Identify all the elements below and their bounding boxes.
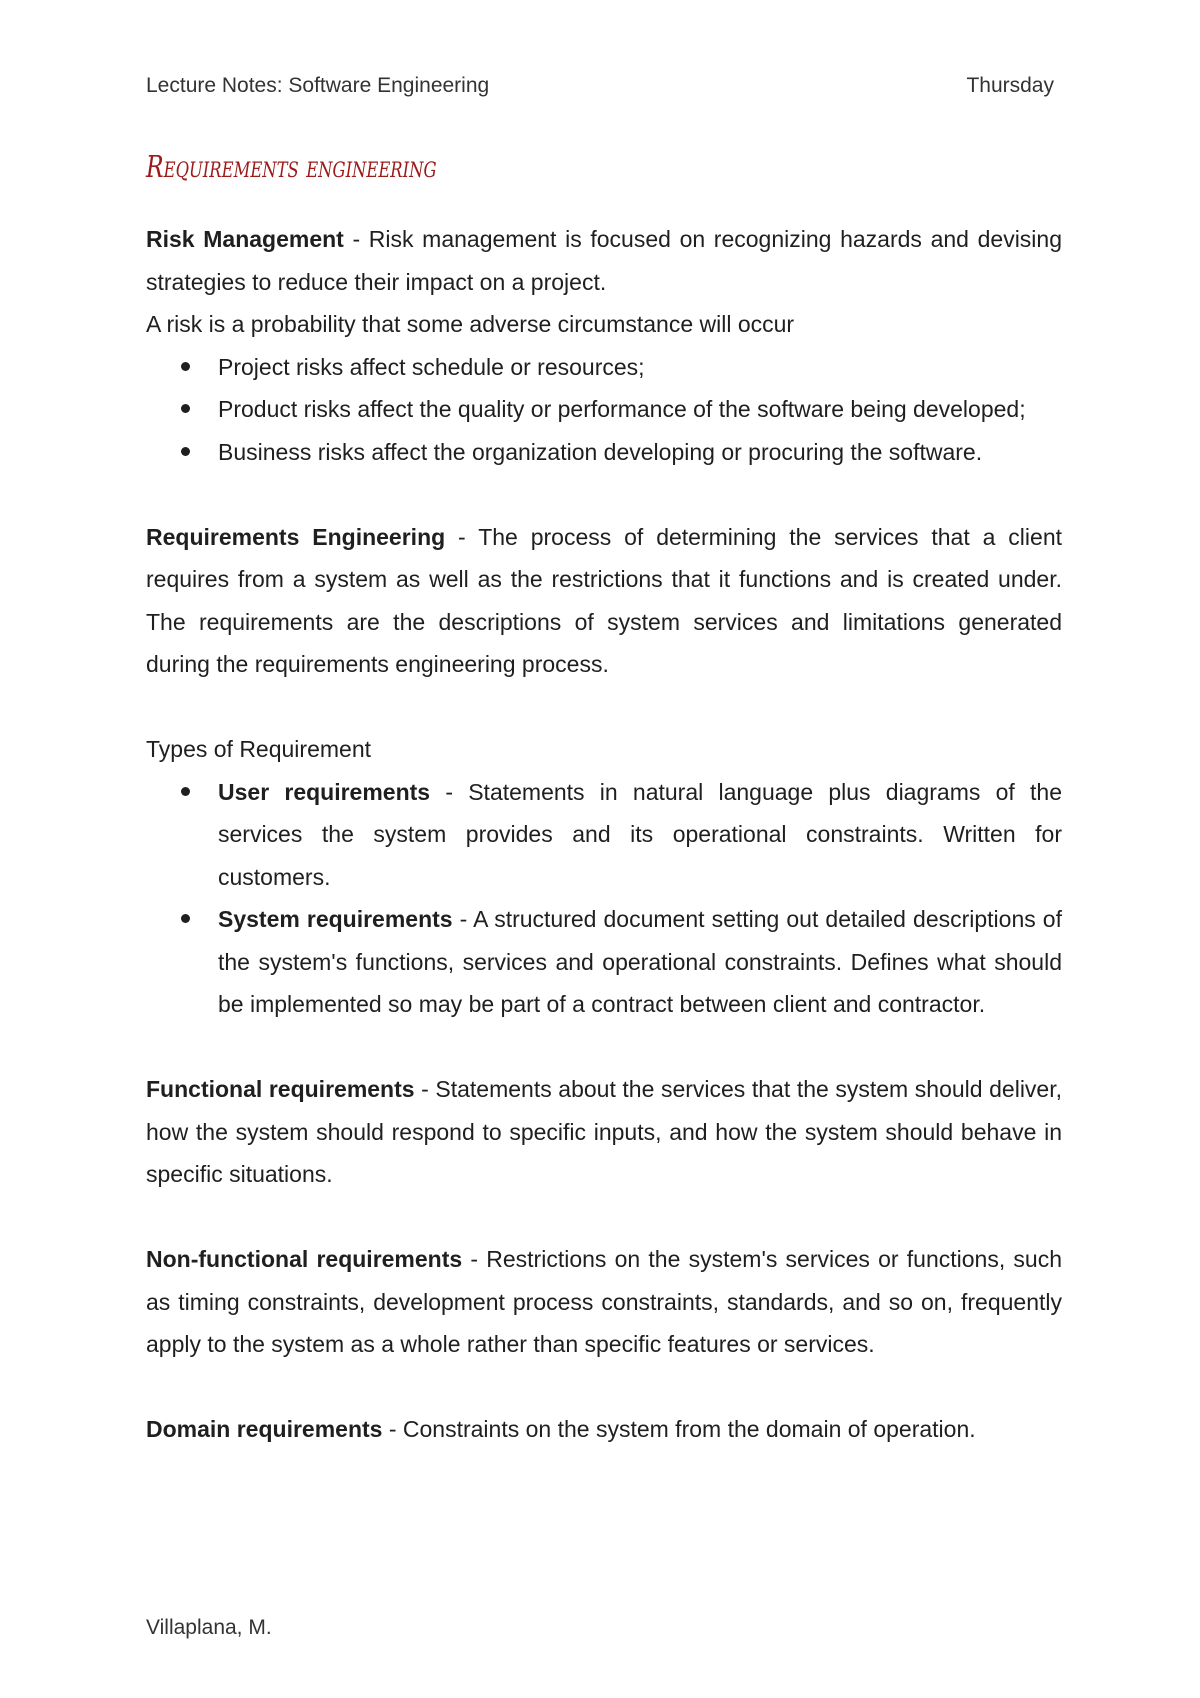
system-requirements-definition: - A structured document setting out detailed descriptions of the system's functions, services and operational constraints. Defines what should be implemented so may be part of a contract between client and contractor. [218,906,1062,1017]
spacer [146,1366,1062,1409]
user-requirements-term: User requirements [218,778,431,805]
bullet-icon [181,914,190,923]
user-requirements-definition: - Statements in natural language plus diagrams of the services the system provides and its operational constraints. Written for customers. [218,778,1062,890]
document-body [146,218,1062,1451]
risk-bullet-project: Project risks affect schedule or resources; [218,353,645,380]
spacer [146,473,1062,516]
risk-bullet-product: Product risks affect the quality or performance of the software being developed; [218,396,1026,422]
non-functional-requirements-definition: - Restrictions on the system's services or functions, such as timing constraints, development process constraints, standards, and so on, frequently apply to the system as a whole rather than specific features or services. [146,1246,1063,1357]
header-course-title: Lecture Notes: Software Engineering [146,74,490,97]
spacer [146,686,1062,729]
bullet-icon [181,787,190,796]
header-day: Thursday [966,74,1054,97]
functional-requirements-definition: - Statements about the services that the system should deliver, how the system should respond to specific inputs, and how the system should behave in specific situations. [146,1076,1063,1187]
domain-requirements-paragraph [146,1408,1062,1451]
list-item [218,431,1062,474]
risk-management-term: Risk Management [146,226,344,252]
requirements-engineering-definition: - The process of determining the services that a client requires from a system as well as the restrictions that it functions and is created under. The requirements are the descriptions of system services and limitations generated during the requirements engineering process. [146,523,1063,677]
requirements-engineering-paragraph [146,516,1062,686]
system-requirements-term: System requirements [218,906,453,932]
risk-management-paragraph [146,218,1062,303]
domain-requirements-term: Domain requirements [146,1416,383,1442]
risk-intro: A risk is a probability that some adverse circumstance will occur [146,311,795,337]
bullet-icon [181,447,190,456]
spacer [146,1196,1062,1239]
functional-requirements-paragraph [146,1068,1062,1196]
list-item [218,771,1062,899]
domain-requirements-definition: - Constraints on the system from the domain of operation. [382,1416,976,1442]
list-item [218,898,1062,1026]
bullet-icon [181,404,190,413]
section-title: Requirements engineering [146,150,437,185]
spacer [146,1026,1062,1069]
non-functional-requirements-paragraph [146,1238,1062,1366]
risk-bullet-business: Business risks affect the organization developing or procuring the software. [218,438,983,465]
list-item [218,388,1062,431]
list-item [218,346,1062,389]
footer-author: Villaplana, M. [146,1616,272,1639]
risk-management-definition: - Risk management is focused on recognizing hazards and devising strategies to reduce their impact on a project. [146,226,1062,295]
types-heading: Types of Requirement [146,736,372,762]
non-functional-requirements-term: Non-functional requirements [146,1246,463,1272]
requirements-engineering-term: Requirements Engineering [146,523,446,550]
functional-requirements-term: Functional requirements [146,1076,415,1102]
requirement-types-list [146,771,1062,1026]
risk-types-list [146,346,1062,474]
bullet-icon [181,362,190,371]
